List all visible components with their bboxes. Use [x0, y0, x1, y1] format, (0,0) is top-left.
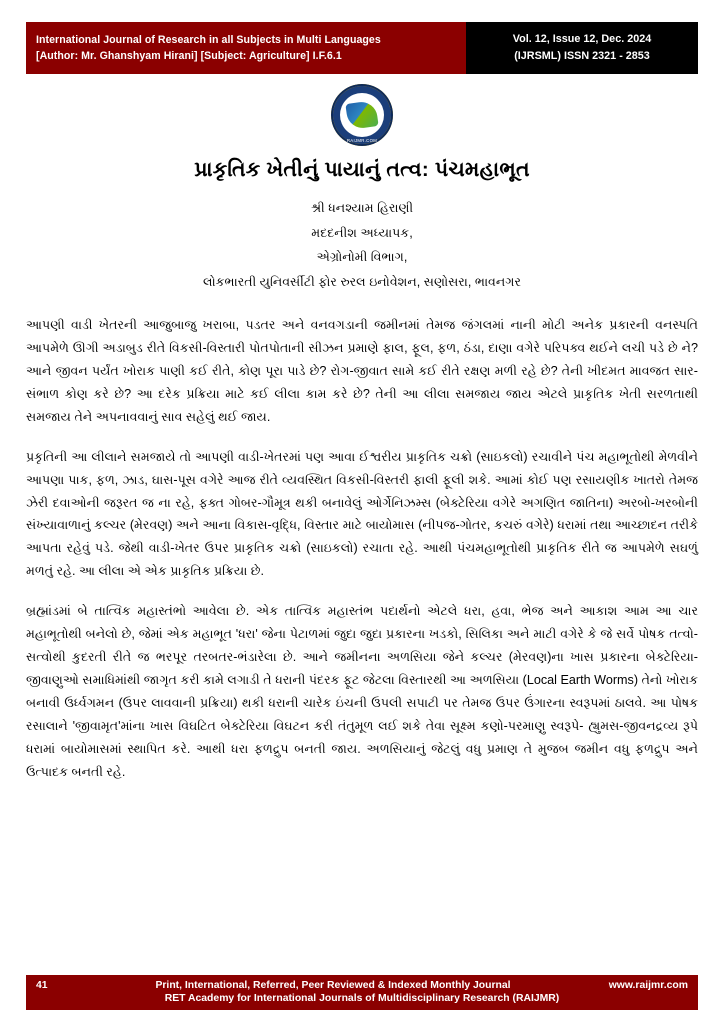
footer-top-row [36, 980, 688, 991]
footer-journal-description: Print, International, Referred, Peer Reviewed & Indexed Monthly Journal [155, 980, 511, 991]
body-paragraph: આપણી વાડી ખેતરની આજુબાજુ ખરાબા, પડતર અને વનવગડાની જમીનમાં તેમજ જંગલમાં નાની મોટી અનેક પ્રકારની વનસ્પતિ આપમેળે ઊગી અડાબુડ રીતે વિકસી-વિસ્તારી પોતપોતાની સીઝન પ્રમાણે ફાલ, ફૂલ, ફળ, ઠંડા, દાણા વગેરે પરિપક્વ થઈને લચી પડે છે ને? આને જીવન પર્યંત ખોરાક પાણી કઈ રીતે, કોણ પૂરા પાડે છે? રોગ-જીવાત સામે કઈ રીતે રક્ષણ મળી રહે છે? તેની ખીદમત માવજત સાર-સંભાળ કોણ કરે છે? આ દરેક પ્રક્રિયા માટે કઈ લીલા કામ કરે છે? તેની આ લીલા સમજાય જાય એટલે પ્રાકૃતિક ખેતી સરળતાથી સમજાય તેને અપનાવવાનું સાવ સહેલું થઈ જાય. [26, 318, 698, 424]
logo-swoosh-icon [345, 100, 378, 130]
header-journal-title: International Journal of Research in all Subjects in Multi Languages [36, 33, 381, 46]
header-volume-issue: Vol. 12, Issue 12, Dec. 2024 [512, 32, 652, 45]
page-footer [26, 975, 698, 1010]
header-issn: (IJRSML) ISSN 2321 - 2853 [514, 50, 650, 62]
header-author-subject: [Author: Mr. Ghanshyam Hirani] [Subject: Agriculture] I.F.6.1 [36, 50, 342, 62]
author-designation: મદદનીશ અધ્યાપક, [311, 225, 413, 240]
footer-website-link[interactable]: www.raijmr.com [608, 980, 688, 991]
logo-inner-circle [340, 93, 384, 137]
logo-caption: RAIJMR.COM [346, 138, 378, 143]
header-journal-info [26, 22, 466, 74]
article-title: પ્રાકૃતિક ખેતીનું પાયાનું તત્વ: પંચમહાભૂત [194, 158, 530, 181]
article-body [26, 314, 698, 975]
header-issue-info [466, 22, 698, 74]
author-department: એગ્રોનોમી વિભાગ, [316, 250, 408, 265]
author-name: શ્રી ધનશ્યામ હિરાણી [310, 201, 414, 215]
journal-logo-icon [331, 84, 393, 146]
body-paragraph: પ્રકૃતિની આ લીલાને સમજાયે તો આપણી વાડી-ખેતરમાં પણ આવા ઈશ્વરીય પ્રાકૃતિક ચક્રો (સાઇકલો) રચાવીને પંચ મહાભૂતોથી મેળવીને આપણા પાક, ફળ, ઝાડ, ઘાસ-પૂસ વગેરે આજ રીતે વ્યવસ્થિત વિકસી-વિસ્તરી ફાલી ફૂલી શકે. આમાં કોઈ પણ રસાયણીક ખાતરો તેમજ ઝેરી દવાઓની જરૂરત જ ના રહે, ફક્ત ગોબર-ગૌમૂત્ર થકી બનાવેલું ઓર્ગેનિઝમ્સ (બેક્ટેરિયા વગેરે અગણિત જાતિના) અરબો-ખરબોની સંખ્યાવાળાનું કલ્ચર (મેરવણ) અને આના વિકાસ-વૃદ્ધિ, વિસ્તાર માટે બાયોમાસ (નીપજ-ગોતર, કચરું વગેરે) ધરામાં તથા આચ્છાદન તરીકે આપતા રહેવું પડે. જેથી વાડી-ખેતર ઉપર પ્રાકૃતિક ચક્રો (સાઇકલો) રચાતા રહે. આથી પંચમહાભૂતોથી પ્રાકૃતિક રીતે જ આપમેળે સઘળું મળતું રહે. આ લીલા એ એક પ્રાકૃતિક પ્રક્રિયા છે. [26, 449, 698, 579]
body-paragraph: બ્રહ્માંડમાં બે તાત્વિક મહાસ્તંભો આવેલા છે. એક તાત્વિક મહાસ્તંભ પદાર્થનો એટલે ધરા, હવા, ભેજ અને આકાશ આમ આ ચાર મહાભૂતોથી બનેલો છે, જેમાં એક મહાભૂત 'ધરા' જેના પેટાળમાં જુદા જુદા પ્રકારના ખડકો, સિલિકા અને માટી વગેરે કે જે સર્વે પોષક તત્વો-સત્વોથી કુદરતી રીતે જ ભરપૂર તરબતર-ભંડારેલા છે. આને જમીનના અળસિયા જેને કલ્ચર (મેરવણ)ના ખાસ પ્રકારના બેક્ટેરિયા-જીવાણુઓ સમાધિમાંથી જાગૃત કરી કામે લગાડી તે ધરાની પંદરક ફૂટ જેટલા વિસ્તારથી આ અળસિયા (Local Earth Worms) તેનો ખોરાક બનાવી ઉર્ધ્વગમન (ઉપર લાવવાની પ્રક્રિયા) થકી ધરાની ચારેક ઇંચની ઉપલી સપાટી પર તેમજ ઉપર ઉંગારના સ્વરૂપમાં ઠાલવે. આ પોષક રસાલાને 'જીવામૃત'માંના ખાસ વિઘટિત બેક્ટેરિયા વિઘટન કરી તંતુમૂળ લઈ શકે તેવા સૂક્ષ્મ કણો-પરમાણુ સ્વરૂપે- હ્યુમસ-જીવનદ્રવ્ય રૂપે ધરામાં બાયોમાસમાં સ્થાપિત કરે. આથી ધરા ફળદ્રુપ બનતી જાય. અળસિયાનું જેટલું વધુ પ્રમાણ તે મુજબ જમીન વધુ ફળદ્રુપ અને ઉત્પાદક બનતી રહે. [26, 604, 698, 779]
author-institute: લોકભારતી યુનિવર્સીટી ફોર રુરલ ઇનોવેશન, સણોસરા, ભાવનગર [202, 274, 521, 289]
page-number: 41 [36, 980, 48, 991]
page-header [26, 22, 698, 74]
article-byline [26, 196, 698, 294]
logo-container [26, 84, 698, 146]
footer-publisher: RET Academy for International Journals of Multidisciplinary Research (RAIJMR) [164, 993, 560, 1004]
